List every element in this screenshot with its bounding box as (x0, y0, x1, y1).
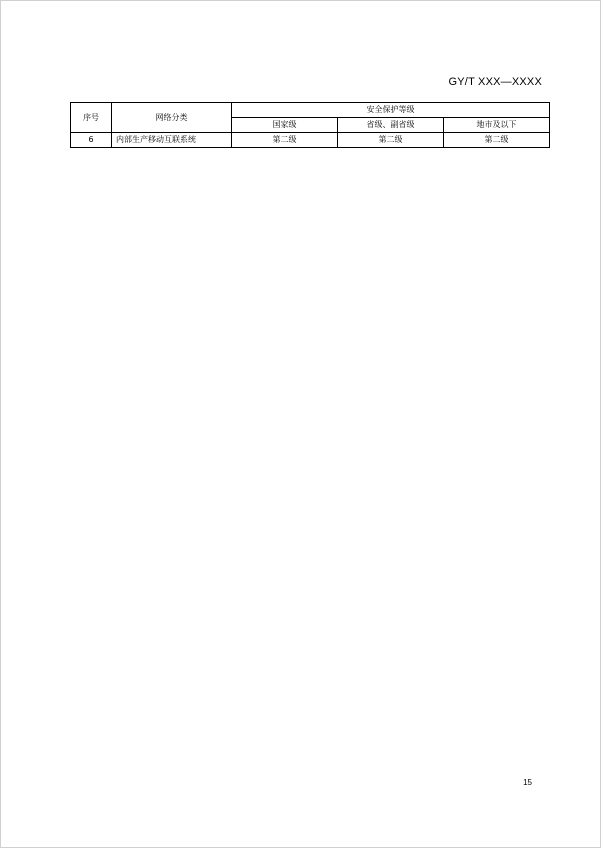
header-protection-level: 安全保护等级 (232, 103, 550, 118)
cell-seq: 6 (71, 133, 112, 148)
subheader-provincial: 省级、副省级 (338, 118, 444, 133)
page-number: 15 (523, 778, 532, 787)
subheader-municipal: 地市及以下 (444, 118, 550, 133)
document-code: GY/T XXX—XXXX (448, 76, 542, 88)
table-row (71, 133, 550, 148)
header-seq: 序号 (71, 103, 112, 133)
table-header-row (71, 103, 550, 118)
cell-level-national: 第二级 (232, 133, 338, 148)
cell-level-provincial: 第二级 (338, 133, 444, 148)
cell-network: 内部生产移动互联系统 (112, 133, 232, 148)
header-network-category: 网络分类 (112, 103, 232, 133)
subheader-national: 国家级 (232, 118, 338, 133)
protection-level-table (70, 102, 550, 148)
cell-level-municipal: 第二级 (444, 133, 550, 148)
